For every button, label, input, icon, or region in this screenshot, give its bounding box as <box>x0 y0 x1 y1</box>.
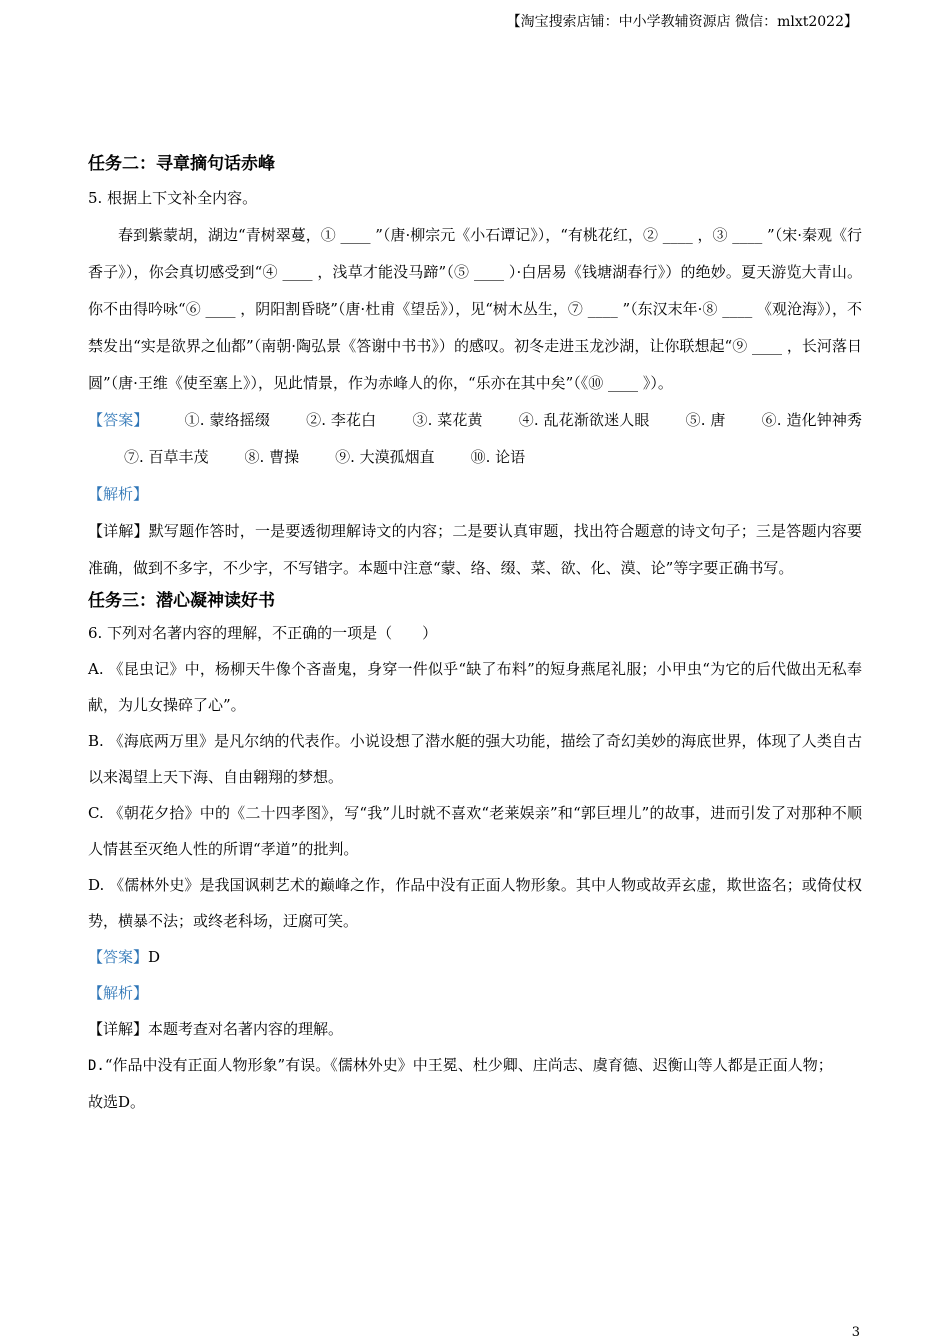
q6-option-a: A. 《昆虫记》中，杨柳天牛像个吝啬鬼，身穿一件似乎“缺了布料”的短身燕尾礼服；小甲虫“为它的后代做出无私奉献，为儿女操碎了心”。 <box>88 660 862 714</box>
q5-stem: 5. 根据上下文补全内容。 <box>88 189 258 207</box>
q6-option-d: D. 《儒林外史》是我国讽刺艺术的巅峰之作，作品中没有正面人物形象。其中人物或故弄玄虚，欺世盗名；或倚仗权势，横暴不法；或终老科场，迂腐可笑。 <box>88 876 862 930</box>
header-note: 【淘宝搜索店铺：中小学教辅资源店 微信：mlxt2022】 <box>506 14 858 30</box>
answer-item: ②. 李花白 <box>305 411 377 429</box>
task2-title: 任务二：寻章摘句话赤峰 <box>88 154 275 174</box>
answer-item: ①. 蒙络摇缀 <box>184 411 270 429</box>
answer-item: ⑤. 唐 <box>685 411 726 429</box>
q6-conclusion: 故选D。 <box>88 1093 146 1111</box>
answer-item: ③. 菜花黄 <box>412 411 483 429</box>
page-number: 3 <box>851 1325 860 1340</box>
explanation-text: “作品中没有正面人物形象”有误。《儒林外史》中王冕、杜少卿、庄尚志、虞育德、迟衡山等人都是正面人物； <box>104 1056 833 1074</box>
q5-answer-line <box>88 402 862 476</box>
q6-answer: D <box>148 948 161 966</box>
answer-item: ⑦. 百草丰茂 <box>124 448 209 466</box>
q6-detail: 【详解】本题考查对名著内容的理解。 <box>88 1020 344 1038</box>
q6-option-c: C. 《朝花夕拾》中的《二十四孝图》，写“我”儿时就不喜欢“老莱娱亲”和“郭巨埋儿”的故事，进而引发了对那种不顺人情甚至灭绝人性的所谓“孝道”的批判。 <box>88 804 862 858</box>
explanation-prefix: D. <box>88 1058 105 1074</box>
answer-item: ⑥. 造化钟神秀 <box>761 411 862 429</box>
answer-tag: 【答案】 <box>88 948 149 966</box>
q6-option-b: B. 《海底两万里》是凡尔纳的代表作。小说设想了潜水艇的强大功能，描绘了奇幻美妙的海底世界，体现了人类自古以来渴望上天下海、自由翱翔的梦想。 <box>88 732 862 786</box>
q5-passage: 春到紫蒙胡，湖边“青树翠蔓，① ____ ”（唐·柳宗元《小石谭记》），“有桃花红，② ____ ，③ ____ ”（宋·秦观《行香子》），你会真切感受到“④ ____ ，浅草才能没马蹄”（⑤ ____ ）·白居易《钱塘湖春行》）的绝妙。夏天游览大青山。你不由得吟咏“⑥ ____ ，阴阳割昏晓”（唐·杜甫《望岳》），见“树木丛生，⑦ ____ ”（东汉末年·⑧ ____ 《观沧海》），不禁发出“实是欲界之仙都”（南朝·陶弘景《答谢中书书》）的感叹。初冬走进玉龙沙湖，让你联想起“⑨ ____ ，长河落日圆”（唐·王维《使至塞上》），见此情景，作为赤峰人的你，“乐亦在其中矣”（《⑩ ____ 》）。 <box>88 226 862 392</box>
analysis-tag: 【解析】 <box>88 485 149 503</box>
q6-explanation <box>88 1047 862 1084</box>
answer-item: ⑧. 曹操 <box>244 448 300 466</box>
answer-item: ⑩. 论语 <box>470 448 526 466</box>
q6-stem: 6. 下列对名著内容的理解，不正确的一项是（ ） <box>88 624 438 642</box>
q6-answer-line <box>88 939 862 975</box>
page-content <box>88 150 862 1120</box>
q5-detail: 【详解】默写题作答时，一是要透彻理解诗文的内容；二是要认真审题，找出符合题意的诗文句子；三是答题内容要准确，做到不多字，不少字，不写错字。本题中注意“蒙、络、缀、菜、欲、化、漠、论”等字要正确书写。 <box>88 522 862 577</box>
answer-item: ⑨. 大漠孤烟直 <box>335 448 435 466</box>
analysis-tag: 【解析】 <box>88 984 149 1002</box>
task3-title: 任务三：潜心凝神读好书 <box>88 591 275 611</box>
answer-item: ④. 乱花渐欲迷人眼 <box>518 411 650 429</box>
answer-tag: 【答案】 <box>88 411 149 429</box>
